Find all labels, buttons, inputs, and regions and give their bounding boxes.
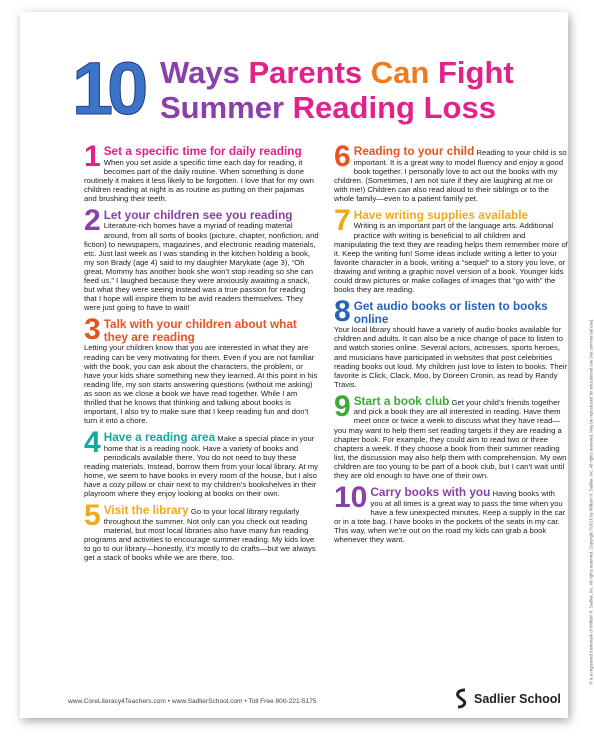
- tip-body: Writing is an important part of the language arts. Additional practice with writing is beneficial to all children and manipulating the text they are reading helps them remember more of it. Keep the writing fun! Some ideas include writing a letter to your favorite character in a book, writing a “sequel” to a story you love, or drawing and writing a graphic novel version of a book. Younger kids could draw pictures or make collages of images that “go with” the books they are reading.: [334, 221, 568, 295]
- tip-item-3: [84, 313, 319, 426]
- tip-item-9: [334, 389, 568, 481]
- title-word: Loss: [423, 90, 496, 125]
- tip-heading: Carry books with you: [370, 485, 491, 500]
- title-word: Summer: [160, 90, 293, 125]
- tip-body: When you set aside a specific time each day for reading, it becomes part of the daily routine. When something is done routinely it makes it less likely to be forgotten. I love that for my own children reading at night is as routine as putting on their pajamas and brushing their teeth.: [84, 157, 314, 203]
- tip-body: Make a special place in your home that is a reading nook. Have a variety of books and periodicals available there. You do not need to buy these reading materials. Instead, borrow them from your local library. At my home, we seem to have books in every room of the house, but I also have a cozy pillow or chair next to my children’s bookshelves in their playroom where they enjoy looking at books on their own.: [84, 434, 318, 499]
- tip-body: Reading to your child is so important. It is a great way to model fluency and enjoy a good book together. I personally love to act out the books with my children. (Sometimes, I am not sure if they are laughing at me or with me!) Children can also read aloud to their siblings or to the whole family—even to a patient family pet.: [334, 148, 567, 203]
- tip-number: 5: [84, 499, 101, 533]
- right-column: [334, 140, 568, 550]
- tip-number: 10: [334, 481, 368, 515]
- title-word: Can: [370, 55, 438, 90]
- title-word: Ways: [160, 55, 249, 90]
- tip-heading: Visit the library: [103, 503, 189, 518]
- tip-number: 7: [334, 203, 351, 237]
- tip-body: Literature-rich homes have a myriad of reading material around, from all sorts of books (picture, chapter, nonfiction, and fiction) to newspapers, magazines, and electronic reading materials, etc. Just last week as I was standing in the kitchen holding a book, my son Brady (age 4) said to my daughter Marykate (age 3), “Oh great, Mommy has another book she won’t stop reading so she can feed us.” I laughed because they were anxiously awaiting a snack, but what they were seeing instead was a true passion for reading that I hope will inspire them to be avid readers themselves. They were just going to have to wait!: [84, 221, 319, 313]
- title-line-1: [160, 56, 514, 90]
- tip-body: Get your child’s friends together and pick a book they are all interested in reading. Have them meet once or twice a week to discuss what they have read—you may want to help them set reading targets if they are reading a chapter book. For example, they could aim to read two or three chapters a week. If they choose a book from their summer reading list, the discussion may also help them with comprehension. My own children are too young to be part of a book club, but I can’t wait until they are old enough to have one of their own.: [334, 397, 567, 481]
- tip-number: 4: [84, 426, 101, 460]
- tip-item-1: [84, 140, 319, 203]
- sadlier-logo: [454, 688, 561, 710]
- tip-item-8: [334, 295, 568, 389]
- title-number: 10: [72, 47, 143, 130]
- tip-heading: Talk with your children about what they are reading: [103, 317, 297, 344]
- tip-heading: Reading to your child: [353, 144, 475, 158]
- tip-body: Having books with you at all times is a great way to pass the time when you have a few unexpected minutes. Keep a supply in the car or in a tote bag. I have books in the pockets of the seats in my car. This way, when we’re out on the road my kids can grab a book whenever they want.: [334, 489, 566, 544]
- title-word: Parents: [248, 55, 371, 90]
- tip-heading: Let your children see you reading: [103, 207, 293, 222]
- sadlier-s-icon: [454, 688, 469, 710]
- tip-heading: Have writing supplies available: [353, 207, 529, 222]
- tip-number: 9: [334, 389, 351, 423]
- tip-item-5: [84, 499, 319, 563]
- tip-item-6: [334, 140, 568, 203]
- tip-item-2: [84, 203, 319, 313]
- tip-item-4: [84, 426, 319, 499]
- logo-text: Sadlier School: [474, 692, 561, 706]
- footer-contact: www.CoreLiteracy4Teachers.com • www.SadlierSchool.com • Toll Free 800-221-5175: [68, 698, 317, 705]
- tip-heading: Start a book club: [353, 393, 450, 408]
- tip-heading: Set a specific time for daily reading: [103, 144, 302, 158]
- tip-body: Your local library should have a variety of audio books available for children and adults. It can also be a nice change of pace to listen to and watch stories online. Several actors, actresses, sports heroes, and musicians have participated in websites that post celebrities reading books out loud. My children just love to listen to books. Their favorite is Click, Clack, Moo, by Doreen Cronin, as read by Randy Travis.: [334, 325, 568, 389]
- tip-heading: Have a reading area: [103, 430, 216, 445]
- tip-heading: Get audio books or listen to books online: [353, 299, 548, 326]
- tip-number: 8: [334, 295, 351, 329]
- tip-number: 2: [84, 203, 101, 237]
- tip-body: Letting your children know that you are interested in what they are reading can be very motivating for them. Even if you are not familiar with the book, you can ask about the characters, the problem, or have your kids share something new they learned. At this point in his reading life, my son starts answering questions (without me asking) as soon as we close a book we have read together. While I am thrilled that he knows that thinking and talking about books is important, I also try to make sure that I keep reading fun and don’t turn it into a chore.: [84, 343, 318, 426]
- tip-number: 6: [334, 140, 351, 173]
- left-column: [84, 140, 319, 568]
- side-copyright: ® is a registered trademark of William H. Sadlier, Inc. All rights reserved. Copyright ©2016 by William H. Sadlier, Inc. All rights reserved. May be reproduced for educational use (not commercial use).: [588, 318, 594, 685]
- title-word: Fight: [437, 55, 514, 90]
- tip-item-10: [334, 481, 568, 544]
- title-word: Reading: [292, 90, 424, 125]
- title-line-2: [160, 91, 496, 125]
- tip-item-7: [334, 203, 568, 295]
- tip-number: 1: [84, 140, 101, 173]
- flyer-page: [20, 12, 594, 718]
- tip-body: Go to your local library regularly throughout the summer. Not only can you check out reading material, but most local libraries also have many fun reading programs and activities to encourage summer reading. My kids love to go to our library—honestly, it’s mostly to do crafts—but we always get a stack of books while we are there, too.: [84, 507, 316, 563]
- tip-number: 3: [84, 313, 101, 347]
